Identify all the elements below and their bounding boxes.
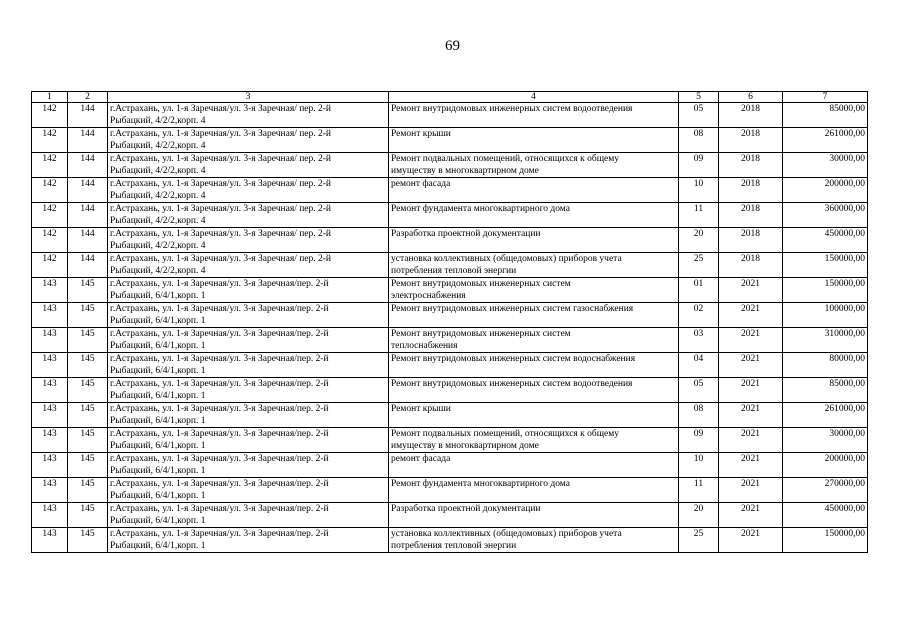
cell-line: Рыбацкий, 6/4/1,корп. 1 [110,341,206,351]
address-cell [108,378,389,403]
address-cell [108,178,389,203]
work-type-cell [389,353,679,378]
address-cell [108,153,389,178]
table-row [32,178,868,203]
row-number-cell: 142 [32,228,68,253]
house-number-cell: 145 [68,428,108,453]
house-number-cell: 145 [68,303,108,328]
cell-line: Рыбацкий, 4/2/2,корп. 4 [110,166,206,176]
cell-line: ремонт фасада [391,454,451,464]
cost-cell: 200000,00 [783,178,868,203]
cell-line: г.Астрахань, ул. 1-я Заречная/ул. 3-я Заречная/пер. 2-й [110,279,329,289]
address-cell [108,328,389,353]
row-number-cell: 143 [32,403,68,428]
work-code-cell: 09 [679,153,719,178]
house-number-cell: 145 [68,528,108,553]
address-cell [108,478,389,503]
cell-line: установка коллективных (общедомовых) приборов учета [391,254,622,264]
row-number-cell: 143 [32,278,68,303]
work-code-cell: 20 [679,228,719,253]
work-type-cell [389,178,679,203]
house-number-cell: 144 [68,253,108,278]
cell-line: Рыбацкий, 6/4/1,корп. 1 [110,291,206,301]
work-type-cell [389,253,679,278]
table-row [32,378,868,403]
cost-cell: 261000,00 [783,403,868,428]
house-number-cell: 144 [68,153,108,178]
table-row [32,128,868,153]
house-number-cell: 144 [68,203,108,228]
cost-cell: 150000,00 [783,253,868,278]
cell-line: г.Астрахань, ул. 1-я Заречная/ул. 3-я Заречная/пер. 2-й [110,454,329,464]
column-header: 5 [679,92,719,103]
address-cell [108,128,389,153]
row-number-cell: 143 [32,503,68,528]
address-cell [108,103,389,128]
year-cell: 2018 [719,103,783,128]
cost-cell: 30000,00 [783,428,868,453]
cell-line: г.Астрахань, ул. 1-я Заречная/ул. 3-я Заречная/пер. 2-й [110,354,329,364]
table-row [32,503,868,528]
year-cell: 2018 [719,178,783,203]
cell-line: Рыбацкий, 6/4/1,корп. 1 [110,416,206,426]
cell-line: Рыбацкий, 4/2/2,корп. 4 [110,191,206,201]
cell-line: потребления тепловой энергии [391,266,517,276]
cell-line: г.Астрахань, ул. 1-я Заречная/ул. 3-я Заречная/пер. 2-й [110,479,329,489]
work-code-cell: 11 [679,203,719,228]
house-number-cell: 144 [68,103,108,128]
house-number-cell: 144 [68,128,108,153]
cell-line: Ремонт внутридомовых инженерных систем газоснабжения [391,304,634,314]
work-code-cell: 02 [679,303,719,328]
cell-line: электроснабжения [391,291,466,301]
repair-registry-table [31,91,868,553]
work-type-cell [389,328,679,353]
cost-cell: 450000,00 [783,228,868,253]
work-code-cell: 08 [679,403,719,428]
cost-cell: 150000,00 [783,278,868,303]
house-number-cell: 144 [68,178,108,203]
table-row [32,528,868,553]
cell-line: Рыбацкий, 6/4/1,корп. 1 [110,491,206,501]
column-header: 4 [389,92,679,103]
work-code-cell: 25 [679,528,719,553]
table-row [32,203,868,228]
cell-line: Разработка проектной документации [391,504,541,514]
table-row [32,353,868,378]
work-type-cell [389,403,679,428]
year-cell: 2021 [719,278,783,303]
cost-cell: 270000,00 [783,478,868,503]
house-number-cell: 145 [68,378,108,403]
row-number-cell: 143 [32,453,68,478]
table-row [32,453,868,478]
cell-line: г.Астрахань, ул. 1-я Заречная/ул. 3-я Заречная/пер. 2-й [110,404,329,414]
table-row [32,228,868,253]
address-cell [108,253,389,278]
cell-line: Рыбацкий, 6/4/1,корп. 1 [110,366,206,376]
year-cell: 2018 [719,128,783,153]
work-code-cell: 25 [679,253,719,278]
table-row [32,478,868,503]
work-code-cell: 10 [679,178,719,203]
work-type-cell [389,453,679,478]
work-code-cell: 20 [679,503,719,528]
cell-line: Ремонт подвальных помещений, относящихся к общему [391,429,620,439]
house-number-cell: 145 [68,353,108,378]
cell-line: г.Астрахань, ул. 1-я Заречная/ул. 3-я Заречная/ пер. 2-й [110,229,332,239]
row-number-cell: 142 [32,203,68,228]
cell-line: Рыбацкий, 6/4/1,корп. 1 [110,441,206,451]
year-cell: 2021 [719,353,783,378]
work-code-cell: 09 [679,428,719,453]
cost-cell: 150000,00 [783,528,868,553]
cell-line: Разработка проектной документации [391,229,541,239]
row-number-cell: 142 [32,153,68,178]
work-code-cell: 05 [679,378,719,403]
cost-cell: 85000,00 [783,103,868,128]
cell-line: Рыбацкий, 6/4/1,корп. 1 [110,541,206,551]
address-cell [108,453,389,478]
cell-line: Ремонт фундамента многоквартирного дома [391,479,570,489]
address-cell [108,203,389,228]
cell-line: Рыбацкий, 6/4/1,корп. 1 [110,316,206,326]
house-number-cell: 145 [68,403,108,428]
table-row [32,103,868,128]
cell-line: г.Астрахань, ул. 1-я Заречная/ул. 3-я Заречная/пер. 2-й [110,504,329,514]
cell-line: Рыбацкий, 4/2/2,корп. 4 [110,241,206,251]
cell-line: г.Астрахань, ул. 1-я Заречная/ул. 3-я Заречная/пер. 2-й [110,304,329,314]
cell-line: г.Астрахань, ул. 1-я Заречная/ул. 3-я Заречная/ пер. 2-й [110,104,332,114]
cost-cell: 450000,00 [783,503,868,528]
work-type-cell [389,203,679,228]
cell-line: Ремонт крыши [391,129,451,139]
cost-cell: 85000,00 [783,378,868,403]
year-cell: 2021 [719,328,783,353]
work-code-cell: 05 [679,103,719,128]
cell-line: г.Астрахань, ул. 1-я Заречная/ул. 3-я Заречная/ пер. 2-й [110,129,332,139]
house-number-cell: 145 [68,278,108,303]
table-row [32,328,868,353]
row-number-cell: 142 [32,178,68,203]
cell-line: г.Астрахань, ул. 1-я Заречная/ул. 3-я Заречная/ пер. 2-й [110,179,332,189]
cell-line: имуществу в многоквартирном доме [391,441,539,451]
year-cell: 2021 [719,428,783,453]
cell-line: Ремонт внутридомовых инженерных систем [391,329,571,339]
work-type-cell [389,503,679,528]
cost-cell: 200000,00 [783,453,868,478]
column-header: 7 [783,92,868,103]
cell-line: г.Астрахань, ул. 1-я Заречная/ул. 3-я Заречная/пер. 2-й [110,529,329,539]
column-header: 3 [108,92,389,103]
row-number-cell: 142 [32,253,68,278]
cell-line: г.Астрахань, ул. 1-я Заречная/ул. 3-я Заречная/ пер. 2-й [110,204,332,214]
cell-line: Ремонт фундамента многоквартирного дома [391,204,570,214]
work-code-cell: 11 [679,478,719,503]
house-number-cell: 145 [68,503,108,528]
table-row [32,303,868,328]
cell-line: г.Астрахань, ул. 1-я Заречная/ул. 3-я Заречная/пер. 2-й [110,429,329,439]
address-cell [108,403,389,428]
cell-line: установка коллективных (общедомовых) приборов учета [391,529,622,539]
row-number-cell: 143 [32,528,68,553]
work-type-cell [389,303,679,328]
cost-cell: 80000,00 [783,353,868,378]
cost-cell: 360000,00 [783,203,868,228]
cell-line: Ремонт внутридомовых инженерных систем [391,279,571,289]
cell-line: г.Астрахань, ул. 1-я Заречная/ул. 3-я Заречная/ пер. 2-й [110,154,332,164]
cost-cell: 261000,00 [783,128,868,153]
work-code-cell: 03 [679,328,719,353]
cell-line: Рыбацкий, 6/4/1,корп. 1 [110,466,206,476]
cell-line: имуществу в многоквартирном доме [391,166,539,176]
cell-line: Ремонт подвальных помещений, относящихся к общему [391,154,620,164]
year-cell: 2018 [719,228,783,253]
year-cell: 2018 [719,203,783,228]
address-cell [108,303,389,328]
column-header: 6 [719,92,783,103]
cost-cell: 100000,00 [783,303,868,328]
work-type-cell [389,528,679,553]
table-header-row [32,92,868,103]
work-code-cell: 10 [679,453,719,478]
year-cell: 2021 [719,478,783,503]
cell-line: Рыбацкий, 4/2/2,корп. 4 [110,116,206,126]
year-cell: 2021 [719,528,783,553]
cell-line: ремонт фасада [391,179,451,189]
table-row [32,278,868,303]
year-cell: 2018 [719,253,783,278]
cell-line: Рыбацкий, 6/4/1,корп. 1 [110,391,206,401]
row-number-cell: 142 [32,128,68,153]
house-number-cell: 144 [68,228,108,253]
house-number-cell: 145 [68,453,108,478]
column-header: 1 [32,92,68,103]
work-type-cell [389,128,679,153]
year-cell: 2021 [719,303,783,328]
cell-line: Ремонт внутридомовых инженерных систем водоснабжения [391,354,636,364]
table-row [32,253,868,278]
column-header: 2 [68,92,108,103]
work-code-cell: 01 [679,278,719,303]
row-number-cell: 143 [32,303,68,328]
row-number-cell: 143 [32,478,68,503]
cell-line: Ремонт крыши [391,404,451,414]
cell-line: Рыбацкий, 4/2/2,корп. 4 [110,216,206,226]
work-code-cell: 04 [679,353,719,378]
address-cell [108,428,389,453]
row-number-cell: 143 [32,328,68,353]
address-cell [108,503,389,528]
year-cell: 2021 [719,378,783,403]
row-number-cell: 143 [32,428,68,453]
row-number-cell: 143 [32,378,68,403]
table-row [32,403,868,428]
year-cell: 2021 [719,403,783,428]
work-type-cell [389,478,679,503]
cost-cell: 30000,00 [783,153,868,178]
work-type-cell [389,103,679,128]
cell-line: Ремонт внутридомовых инженерных систем водоотведения [391,379,633,389]
cell-line: Рыбацкий, 4/2/2,корп. 4 [110,266,206,276]
cell-line: теплоснабжения [391,341,458,351]
year-cell: 2018 [719,153,783,178]
year-cell: 2021 [719,503,783,528]
work-type-cell [389,278,679,303]
work-type-cell [389,378,679,403]
address-cell [108,278,389,303]
cell-line: Рыбацкий, 6/4/1,корп. 1 [110,516,206,526]
work-type-cell [389,153,679,178]
address-cell [108,528,389,553]
cell-line: г.Астрахань, ул. 1-я Заречная/ул. 3-я Заречная/пер. 2-й [110,329,329,339]
cost-cell: 310000,00 [783,328,868,353]
work-code-cell: 08 [679,128,719,153]
address-cell [108,228,389,253]
house-number-cell: 145 [68,478,108,503]
table-row [32,428,868,453]
cell-line: Ремонт внутридомовых инженерных систем водоотведения [391,104,633,114]
table-row [32,153,868,178]
address-cell [108,353,389,378]
row-number-cell: 143 [32,353,68,378]
work-type-cell [389,228,679,253]
year-cell: 2021 [719,453,783,478]
page-number: 69 [445,38,460,54]
cell-line: г.Астрахань, ул. 1-я Заречная/ул. 3-я Заречная/ пер. 2-й [110,254,332,264]
cell-line: г.Астрахань, ул. 1-я Заречная/ул. 3-я Заречная/пер. 2-й [110,379,329,389]
cell-line: Рыбацкий, 4/2/2,корп. 4 [110,141,206,151]
house-number-cell: 145 [68,328,108,353]
cell-line: потребления тепловой энергии [391,541,517,551]
work-type-cell [389,428,679,453]
row-number-cell: 142 [32,103,68,128]
